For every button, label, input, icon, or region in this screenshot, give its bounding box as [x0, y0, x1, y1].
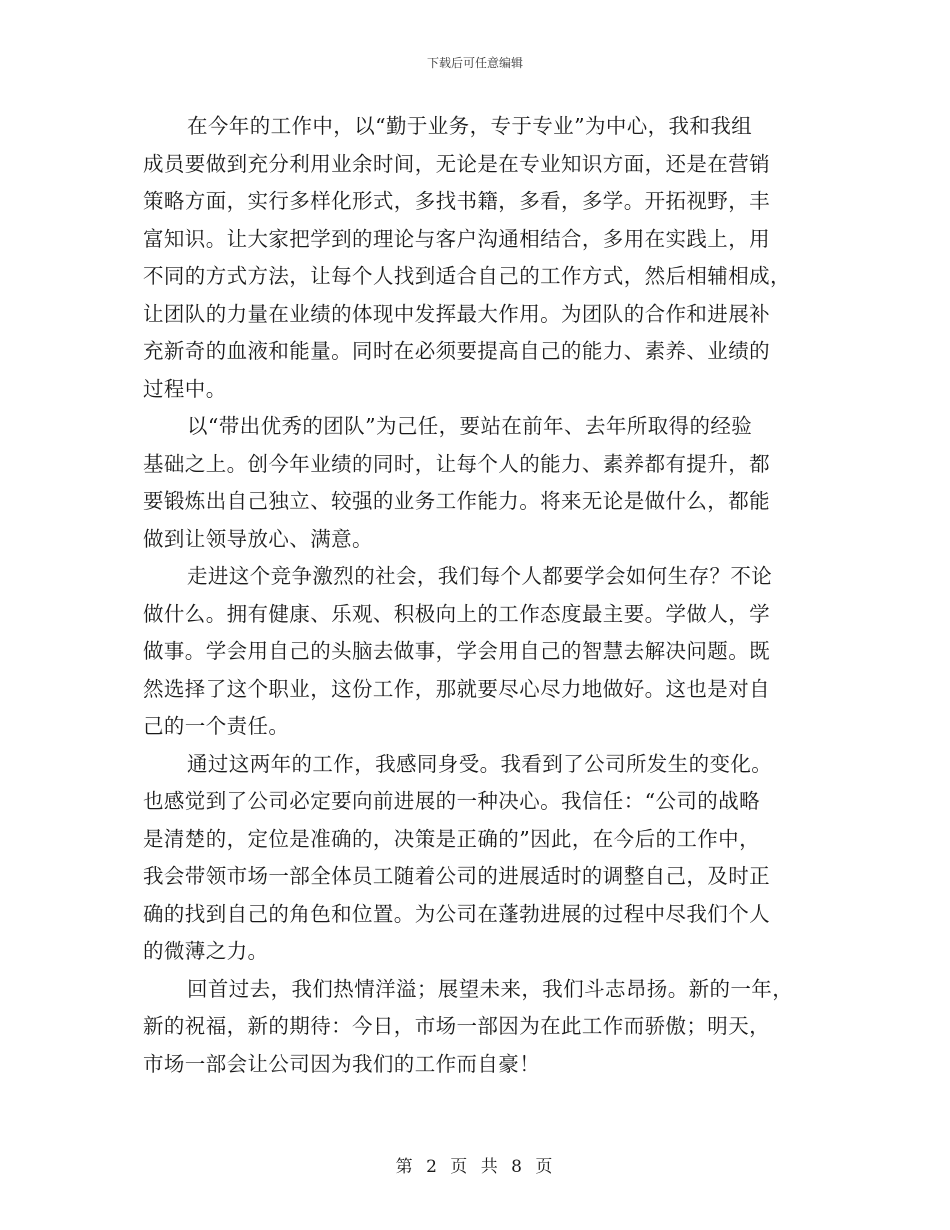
text-line: 过程中。	[143, 376, 227, 401]
text-line: 己的一个责任。	[143, 714, 290, 738]
text-line: 然选择了这个职业，这份工作，那就要尽心尽力地做好。这也是对自	[143, 676, 770, 701]
text-line: 市场一部会让公司因为我们的工作而自豪！	[143, 1051, 541, 1076]
text-line: 也感觉到了公司必定要向前进展的一种决心。我信任：“公司的战略	[143, 789, 760, 813]
document-body	[143, 108, 811, 1083]
text-line: 让团队的力量在业绩的体现中发挥最大作用。为团队的合作和进展补	[143, 301, 770, 326]
text-line: 充新奇的血液和能量。同时在必须要提高自己的能力、素养、业绩的	[143, 339, 770, 363]
text-line: 在今年的工作中，以“勤于业务，专于专业”为中心，我和我组	[187, 114, 753, 138]
text-line: 的微薄之力。	[143, 939, 269, 963]
text-line: 以“带出优秀的团队”为己任，要站在前年、去年所取得的经验	[187, 414, 753, 438]
page-header: 下载后可任意编辑	[426, 56, 523, 70]
text-line: 基础之上。创今年业绩的同时，让每个人的能力、素养都有提升，都	[143, 451, 770, 476]
text-line: 做什么。拥有健康、乐观、积极向上的工作态度最主要。学做人，学	[143, 601, 770, 626]
text-line: 要锻炼出自己独立、较强的业务工作能力。将来无论是做什么，都能	[143, 489, 770, 513]
text-line: 通过这两年的工作，我感同身受。我看到了公司所发生的变化。	[187, 751, 773, 776]
text-line: 我会带领市场一部全体员工随着公司的进展适时的调整自己，及时正	[143, 864, 770, 888]
text-line: 走进这个竞争激烈的社会，我们每个人都要学会如何生存？不论	[187, 564, 773, 588]
text-line: 新的祝福，新的期待：今日，市场一部因为在此工作而骄傲；明天，	[143, 1014, 770, 1038]
text-line: 确的找到自己的角色和位置。为公司在蓬勃进展的过程中尽我们个人	[143, 901, 770, 926]
text-line: 做到让领导放心、满意。	[143, 526, 373, 551]
text-line: 成员要做到充分利用业余时间，无论是在专业知识方面，还是在营销	[143, 151, 770, 176]
text-line: 富知识。让大家把学到的理论与客户沟通相结合，多用在实践上，用	[143, 226, 770, 251]
text-line: 策略方面，实行多样化形式，多找书籍，多看，多学。开拓视野，丰	[143, 189, 770, 213]
page-footer: 第 2 页 共 8 页	[395, 1157, 555, 1177]
text-line: 回首过去，我们热情洋溢；展望未来，我们斗志昂扬。新的一年，	[187, 976, 794, 1001]
text-line: 做事。学会用自己的头脑去做事，学会用自己的智慧去解决问题。既	[143, 639, 770, 663]
text-line: 不同的方式方法，让每个人找到适合自己的工作方式，然后相辅相成，	[143, 264, 791, 288]
text-line: 是清楚的，定位是准确的，决策是正确的”因此，在今后的工作中，	[143, 826, 760, 851]
